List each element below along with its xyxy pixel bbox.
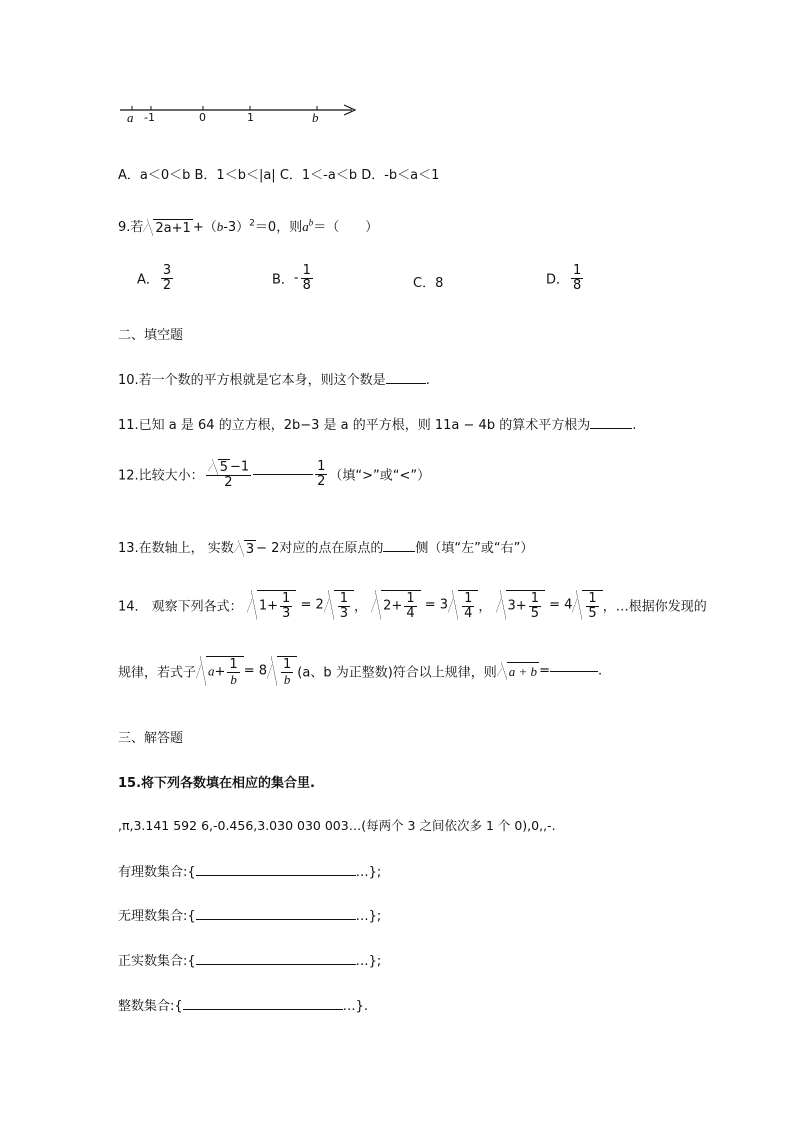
q14-l2-plus: + bbox=[214, 664, 226, 680]
q14-tail: ，…根据你发现的 bbox=[602, 599, 707, 615]
q14-e1-rfrac bbox=[338, 592, 350, 620]
q9-option-a-label: A． bbox=[137, 272, 159, 288]
q9-eq: ＝（ ） bbox=[313, 220, 379, 235]
section3-title: 三、解答题 bbox=[118, 731, 184, 746]
q14-e2-int: 2 bbox=[383, 598, 392, 614]
q9-prefix: 9.若 bbox=[118, 220, 144, 235]
q14-e1-rnum: 1 bbox=[339, 591, 349, 606]
q15-set-irrational-end: …}; bbox=[355, 909, 382, 924]
q9-radicand: 2a+1 bbox=[155, 221, 191, 236]
q14-e2-rrad bbox=[458, 590, 478, 620]
q14-l2-mid: (a、b 为正整数)符合以上规律，则 bbox=[297, 665, 497, 681]
q14-l2-sqrt2 bbox=[497, 662, 539, 680]
label-neg1: -1 bbox=[144, 111, 155, 124]
q12-prefix: 12.比较大小： bbox=[118, 468, 204, 484]
q14-l2-rnum: 1 bbox=[283, 657, 292, 672]
q9-stem bbox=[118, 216, 378, 236]
q14-e2-plus: + bbox=[391, 598, 403, 614]
q9-option-d-label: D． bbox=[546, 272, 570, 288]
q9-sqrt bbox=[143, 219, 192, 236]
q12-suffix: （填“>”或“<”） bbox=[329, 468, 431, 484]
q14-sep2: ， bbox=[478, 599, 492, 615]
q14-e3-frac bbox=[529, 592, 541, 620]
q14-l2-sqrt bbox=[196, 656, 244, 686]
label-a: a bbox=[127, 110, 134, 125]
q15-set-positive-real bbox=[118, 950, 381, 969]
q14-e3-int: 3 bbox=[507, 598, 516, 614]
q14-l2-dot: . bbox=[597, 663, 603, 679]
q14-e1-int: 1 bbox=[258, 598, 268, 614]
q14-e3-rnum: 1 bbox=[588, 591, 597, 606]
q14-l2-den: b bbox=[230, 671, 237, 687]
q14-e2-num: 1 bbox=[406, 591, 415, 606]
label-0: 0 bbox=[199, 111, 206, 124]
q9-option-a-frac bbox=[161, 264, 173, 292]
q13-suffix2: 侧（填“左”或“右”） bbox=[415, 541, 534, 556]
q14-l2-frac bbox=[227, 658, 239, 686]
q14-e1-rad bbox=[257, 590, 296, 620]
q13-blank[interactable] bbox=[383, 551, 415, 552]
q9-middle: +（ bbox=[192, 220, 217, 235]
q15-title: 15.将下列各数填在相应的集合里. bbox=[118, 776, 315, 791]
q14-e2-rsqrt bbox=[448, 590, 478, 620]
q9-option-b-sign: - bbox=[293, 270, 299, 286]
label-1: 1 bbox=[247, 111, 254, 124]
q13-sqrt bbox=[234, 540, 256, 557]
q14-l2-rad2: a + b bbox=[508, 664, 538, 680]
q14-e1-rrad bbox=[334, 590, 354, 620]
q15-set-integer-label: 整数集合:{ bbox=[118, 999, 183, 1014]
q9-option-b bbox=[272, 264, 315, 292]
q15-set-integer-end: …}. bbox=[342, 999, 369, 1014]
q11-blank[interactable] bbox=[590, 428, 632, 429]
q14-e3-plus: + bbox=[515, 598, 527, 614]
q14-e3-sqrt bbox=[496, 590, 545, 620]
label-b: b bbox=[312, 110, 319, 125]
q10-end: . bbox=[425, 373, 430, 388]
q13-rad: 3 bbox=[245, 542, 255, 557]
number-line bbox=[118, 100, 363, 130]
q9-option-d-den: 8 bbox=[573, 277, 582, 293]
q14-e2-sqrt bbox=[371, 590, 420, 620]
q15-set-rational bbox=[118, 861, 381, 880]
q14-e3-rfrac bbox=[586, 592, 598, 620]
q15-numbers: ,π,3.141 592 6,-0.456,3.030 030 003…(每两个 3 之间依次多 1 个 0),0,,-. bbox=[118, 818, 556, 833]
q12-frac-left-num bbox=[206, 459, 251, 476]
q15-set-irrational bbox=[118, 905, 381, 924]
q9-middle2: -3） bbox=[223, 220, 250, 235]
q14-line1 bbox=[118, 590, 707, 620]
q14-line2 bbox=[118, 656, 602, 686]
q15-set-integer bbox=[118, 995, 368, 1014]
q12-blank[interactable] bbox=[253, 474, 313, 475]
q14-e3-den: 5 bbox=[530, 605, 539, 621]
q14-l2-rfrac bbox=[281, 658, 293, 686]
q14-e3-rden: 5 bbox=[588, 605, 597, 621]
q9-option-b-label: B． bbox=[272, 272, 294, 288]
q9-suffix: ＝0，则 bbox=[254, 220, 303, 235]
q11 bbox=[118, 414, 636, 433]
q12-frac-right-den: 2 bbox=[317, 473, 326, 489]
q15-set-positive-real-end: …}; bbox=[355, 954, 382, 969]
q12-sqrt-rad: 5 bbox=[219, 460, 228, 475]
q9-option-c: C．8 bbox=[413, 276, 444, 291]
q14-e2-eq: = 3 bbox=[424, 597, 449, 613]
q15-set-positive-real-blank[interactable] bbox=[196, 964, 356, 965]
q15-set-irrational-blank[interactable] bbox=[196, 919, 356, 920]
q12-sqrt bbox=[208, 459, 230, 475]
q14-e1-rden: 3 bbox=[339, 605, 349, 621]
q14-e2-rad bbox=[381, 590, 420, 620]
q14-e1-num: 1 bbox=[282, 591, 291, 606]
q9-option-b-frac bbox=[301, 264, 313, 292]
q14-l2-rsqrt bbox=[267, 656, 297, 686]
q14-e1-sqrt bbox=[247, 590, 296, 620]
q9-option-d-frac bbox=[571, 264, 583, 292]
q12-frac-right bbox=[315, 460, 327, 488]
q14-sep1: ， bbox=[354, 599, 368, 615]
q14-e3-rad bbox=[506, 590, 545, 620]
q9-b: b bbox=[216, 219, 224, 234]
q15-set-positive-real-label: 正实数集合:{ bbox=[118, 954, 196, 969]
q10 bbox=[118, 369, 430, 388]
q12-frac-right-num: 1 bbox=[317, 459, 326, 474]
q14-e2-frac bbox=[404, 592, 416, 620]
q13-suffix: 对应的点在原点的 bbox=[279, 541, 384, 556]
q14-l2-a: a bbox=[208, 663, 215, 679]
q14-e2-rnum: 1 bbox=[464, 591, 473, 606]
q15-set-rational-end: …}; bbox=[355, 865, 382, 880]
q14-e3-rsqrt bbox=[572, 590, 602, 620]
q14-l2-end: = bbox=[539, 663, 550, 679]
q14-e1-den: 3 bbox=[282, 605, 291, 621]
q14-e3-eq: = 4 bbox=[549, 597, 573, 613]
q14-e3-rrad bbox=[582, 590, 602, 620]
q14-blank[interactable] bbox=[550, 671, 598, 672]
q14-e1-plus: + bbox=[267, 598, 279, 614]
q14-e3-num: 1 bbox=[530, 591, 539, 606]
q14-l2-rrad bbox=[277, 656, 297, 686]
q10-blank[interactable] bbox=[386, 383, 426, 384]
q15-set-rational-blank[interactable] bbox=[196, 875, 356, 876]
q11-end: . bbox=[632, 418, 637, 433]
q14-l2-num: 1 bbox=[229, 657, 238, 672]
q14-e2-den: 4 bbox=[406, 605, 415, 621]
q12-num-rest: −1 bbox=[229, 459, 250, 475]
q9-option-a-num: 3 bbox=[162, 263, 172, 278]
q12 bbox=[118, 459, 430, 489]
q12-frac-left bbox=[206, 459, 251, 489]
section2-title: 二、填空题 bbox=[118, 328, 184, 343]
q14-line2-prefix: 规律，若式子 bbox=[118, 665, 197, 681]
q8-options: A．a＜0＜b B．1＜b＜|a| C．1＜-a＜b D．-b＜a＜1 bbox=[118, 168, 440, 183]
q9-exp2: 2 bbox=[249, 218, 255, 229]
q13-rest: − 2 bbox=[256, 541, 280, 556]
q14-e1-frac bbox=[280, 592, 292, 620]
q9-option-d bbox=[546, 264, 585, 292]
q14-e2-rden: 4 bbox=[464, 605, 473, 621]
q14-e1-rsqrt bbox=[324, 590, 354, 620]
q9-base: a bbox=[302, 219, 309, 234]
q14-l2-rden: b bbox=[283, 671, 291, 687]
q14-prefix: 14． 观察下列各式： bbox=[118, 599, 243, 615]
q10-text: 10.若一个数的平方根就是它本身，则这个数是 bbox=[118, 373, 386, 388]
q15-set-irrational-label: 无理数集合:{ bbox=[118, 909, 196, 924]
q9-option-b-den: 8 bbox=[302, 277, 311, 293]
q9-option-a-den: 2 bbox=[162, 277, 172, 293]
q14-l2-rad bbox=[206, 656, 244, 686]
q9-option-b-num: 1 bbox=[302, 263, 311, 278]
q9-exp: b bbox=[308, 217, 314, 228]
q14-e1-eq: = 2 bbox=[300, 597, 324, 613]
q13-prefix: 13.在数轴上， 实数 bbox=[118, 541, 234, 556]
q9-option-d-num: 1 bbox=[573, 263, 582, 278]
q15-set-integer-blank[interactable] bbox=[183, 1009, 343, 1010]
q14-l2-eq: = 8 bbox=[243, 663, 267, 679]
q15-set-rational-label: 有理数集合:{ bbox=[118, 865, 196, 880]
q11-text: 11.已知 a 是 64 的立方根，2b−3 是 a 的平方根，则 11a − 4b 的算术平方根为 bbox=[118, 418, 591, 433]
q9-option-a bbox=[137, 264, 175, 292]
q14-e2-rfrac bbox=[462, 592, 474, 620]
q13 bbox=[118, 537, 533, 557]
q12-frac-left-den: 2 bbox=[224, 474, 233, 490]
